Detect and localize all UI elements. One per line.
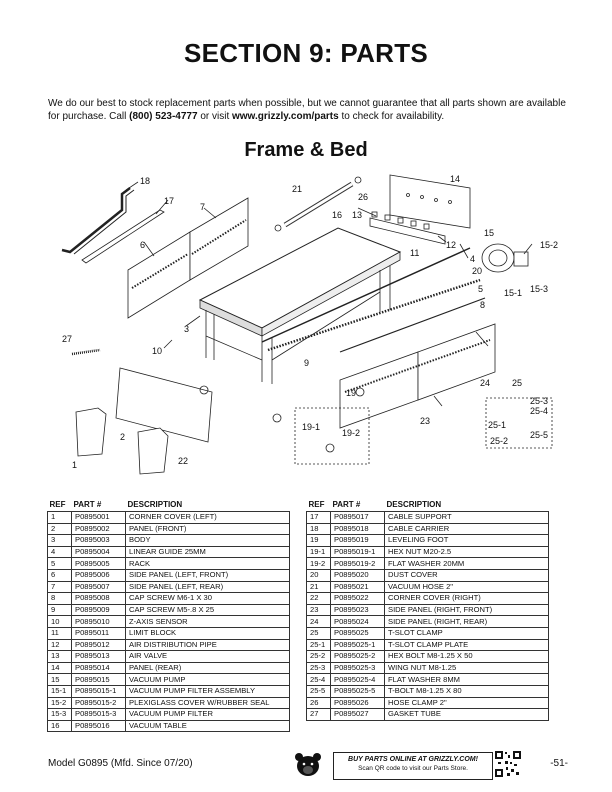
intro-text-1: We do our best to stock replacement parts when possible, but we cannot guarantee that all parts shown are available for purchase. Call [48, 98, 566, 122]
table-row [307, 558, 549, 570]
diagram-label: 7 [200, 202, 206, 212]
description-cell: VACUUM PUMP [126, 674, 290, 686]
description-cell: BODY [126, 535, 290, 547]
description-cell: HEX NUT M20-2.5 [385, 546, 549, 558]
table-row [48, 604, 290, 616]
ref-cell: 25-4 [307, 674, 331, 686]
part-number-cell: P0895011 [72, 627, 126, 639]
intro-paragraph [48, 97, 568, 123]
description-cell: PLEXIGLASS COVER W/RUBBER SEAL [126, 697, 290, 709]
description-cell: PANEL (REAR) [126, 662, 290, 674]
description-cell: CORNER COVER (LEFT) [126, 512, 290, 524]
parts-table-left [47, 500, 290, 732]
table-row [48, 558, 290, 570]
diagram-label: 27 [62, 334, 73, 344]
table-row [48, 535, 290, 547]
part-number-header: PART # [332, 500, 361, 509]
part-number-cell: P0895009 [72, 604, 126, 616]
description-cell: CAP SCREW M5-.8 X 25 [126, 604, 290, 616]
ref-cell: 22 [307, 593, 331, 605]
table-row [307, 674, 549, 686]
table-row [307, 627, 549, 639]
part-number-cell: P0895021 [331, 581, 385, 593]
ref-cell: 27 [307, 709, 331, 721]
table-row [307, 569, 549, 581]
table-row [307, 512, 549, 524]
description-cell: RACK [126, 558, 290, 570]
ref-cell: 21 [307, 581, 331, 593]
table-row [307, 581, 549, 593]
ref-cell: 13 [48, 651, 72, 663]
part-number-cell: P0895026 [331, 697, 385, 709]
diagram-label: 10 [152, 346, 163, 356]
description-cell: T-BOLT M8-1.25 X 80 [385, 685, 549, 697]
ref-cell: 25 [307, 627, 331, 639]
part-number-cell: P0895019-2 [331, 558, 385, 570]
diagram-label: 2 [120, 432, 126, 442]
description-cell: WING NUT M8-1.25 [385, 662, 549, 674]
description-cell: CORNER COVER (RIGHT) [385, 593, 549, 605]
part-number-cell: P0895015-1 [72, 685, 126, 697]
diagram-label: 19-1 [302, 422, 321, 432]
part-number-cell: P0895020 [331, 569, 385, 581]
store-banner-subtext: Scan QR code to visit our Parts Store. [358, 765, 468, 772]
table-row [48, 651, 290, 663]
diagram-label: 19-2 [342, 428, 361, 438]
ref-cell: 19-1 [307, 546, 331, 558]
table-row [307, 535, 549, 547]
ref-cell: 1 [48, 512, 72, 524]
diagram-label: 6 [140, 240, 146, 250]
ref-cell: 15-2 [48, 697, 72, 709]
part-number-cell: P0895023 [331, 604, 385, 616]
diagram-label: 25-2 [490, 436, 509, 446]
diagram-label: 11 [410, 248, 420, 258]
diagram-label: 20 [472, 266, 483, 276]
diagram-label: 26 [358, 192, 369, 202]
part-number-cell: P0895013 [72, 651, 126, 663]
ref-cell: 25-1 [307, 639, 331, 651]
ref-cell: 15 [48, 674, 72, 686]
ref-cell: 2 [48, 523, 72, 535]
grizzly-bear-logo-icon [294, 752, 322, 778]
table-row [307, 593, 549, 605]
ref-cell: 20 [307, 569, 331, 581]
part-number-cell: P0895014 [72, 662, 126, 674]
ref-cell: 26 [307, 697, 331, 709]
part-number-cell: P0895018 [331, 523, 385, 535]
ref-cell: 3 [48, 535, 72, 547]
diagram-label: 15-1 [504, 288, 523, 298]
ref-cell: 12 [48, 639, 72, 651]
description-cell: HEX BOLT M8-1.25 X 50 [385, 651, 549, 663]
part-number-cell: P0895025-5 [331, 685, 385, 697]
description-header: DESCRIPTION [127, 500, 183, 509]
description-cell: VACUUM PUMP FILTER ASSEMBLY [126, 685, 290, 697]
ref-header: REF [49, 500, 66, 509]
description-cell: SIDE PANEL (RIGHT, FRONT) [385, 604, 549, 616]
description-cell: SIDE PANEL (LEFT, FRONT) [126, 569, 290, 581]
part-number-cell: P0895005 [72, 558, 126, 570]
exploded-parts-diagram [40, 170, 580, 490]
diagram-title: Frame & Bed [244, 139, 368, 161]
description-cell: PANEL (FRONT) [126, 523, 290, 535]
diagram-label: 17 [164, 196, 175, 206]
parts-website-link[interactable]: www.grizzly.com/parts [232, 111, 339, 122]
diagram-label: 25-5 [530, 430, 549, 440]
store-banner-headline: BUY PARTS ONLINE AT GRIZZLY.COM! [348, 756, 478, 763]
table-row [307, 546, 549, 558]
table-row [48, 581, 290, 593]
part-number-cell: P0895002 [72, 523, 126, 535]
ref-cell: 11 [48, 627, 72, 639]
part-number-cell: P0895010 [72, 616, 126, 628]
part-number-cell: P0895022 [331, 593, 385, 605]
ref-cell: 7 [48, 581, 72, 593]
description-cell: LIMIT BLOCK [126, 627, 290, 639]
ref-cell: 6 [48, 569, 72, 581]
description-cell: AIR DISTRIBUTION PIPE [126, 639, 290, 651]
diagram-label: 25-4 [530, 406, 549, 416]
part-number-cell: P0895027 [331, 709, 385, 721]
part-number-cell: P0895017 [331, 512, 385, 524]
description-cell: FLAT WASHER 20MM [385, 558, 549, 570]
diagram-label: 18 [140, 176, 151, 186]
table-row [307, 685, 549, 697]
table-row [48, 639, 290, 651]
ref-cell: 25-2 [307, 651, 331, 663]
table-row [48, 709, 290, 721]
table-row [307, 709, 549, 721]
part-number-cell: P0895007 [72, 581, 126, 593]
ref-cell: 23 [307, 604, 331, 616]
table-row [48, 593, 290, 605]
phone-number: (800) 523-4777 [129, 111, 198, 122]
part-number-cell: P0895024 [331, 616, 385, 628]
page-title: SECTION 9: PARTS [183, 38, 429, 68]
part-number-cell: P0895001 [72, 512, 126, 524]
diagram-label: 8 [480, 300, 486, 310]
description-cell: HOSE CLAMP 2" [385, 697, 549, 709]
part-number-cell: P0895025-3 [331, 662, 385, 674]
ref-cell: 15-1 [48, 685, 72, 697]
table-header-row [307, 500, 549, 512]
diagram-label: 25-1 [488, 420, 507, 430]
description-cell: LEVELING FOOT [385, 535, 549, 547]
part-number-cell: P0895012 [72, 639, 126, 651]
part-number-header: PART # [73, 500, 102, 509]
part-number-cell: P0895006 [72, 569, 126, 581]
table-row [48, 720, 290, 732]
table-row [307, 523, 549, 535]
ref-cell: 19-2 [307, 558, 331, 570]
diagram-label: 4 [470, 254, 476, 264]
description-cell: VACUUM TABLE [126, 720, 290, 732]
table-row [48, 662, 290, 674]
ref-cell: 19 [307, 535, 331, 547]
diagram-label: 23 [420, 416, 431, 426]
description-cell: VACUUM HOSE 2" [385, 581, 549, 593]
part-number-cell: P0895003 [72, 535, 126, 547]
table-header-row [48, 500, 290, 512]
table-row [48, 569, 290, 581]
description-cell: CABLE SUPPORT [385, 512, 549, 524]
part-number-cell: P0895016 [72, 720, 126, 732]
table-row [307, 639, 549, 651]
diagram-label: 24 [480, 378, 491, 388]
description-cell: SIDE PANEL (LEFT, REAR) [126, 581, 290, 593]
diagram-label: 15 [484, 228, 495, 238]
ref-cell: 9 [48, 604, 72, 616]
table-row [48, 546, 290, 558]
ref-cell: 25-5 [307, 685, 331, 697]
diagram-label: 15-3 [530, 284, 549, 294]
table-row [48, 627, 290, 639]
ref-cell: 17 [307, 512, 331, 524]
part-number-cell: P0895025-2 [331, 651, 385, 663]
description-cell: LINEAR GUIDE 25MM [126, 546, 290, 558]
part-number-cell: P0895008 [72, 593, 126, 605]
ref-cell: 25-3 [307, 662, 331, 674]
part-number-cell: P0895025-4 [331, 674, 385, 686]
description-cell: CAP SCREW M6-1 X 30 [126, 593, 290, 605]
ref-cell: 15-3 [48, 709, 72, 721]
description-cell: Z-AXIS SENSOR [126, 616, 290, 628]
ref-cell: 24 [307, 616, 331, 628]
ref-cell: 4 [48, 546, 72, 558]
diagram-label: 14 [450, 174, 461, 184]
table-row [307, 651, 549, 663]
diagram-label: 15-2 [540, 240, 559, 250]
part-number-cell: P0895025-1 [331, 639, 385, 651]
part-number-cell: P0895015 [72, 674, 126, 686]
description-cell: GASKET TUBE [385, 709, 549, 721]
diagram-label: 3 [184, 324, 190, 334]
diagram-label: 22 [178, 456, 189, 466]
description-cell: VACUUM PUMP FILTER [126, 709, 290, 721]
intro-text-2: or visit [197, 111, 232, 122]
ref-cell: 16 [48, 720, 72, 732]
diagram-label: 13 [352, 210, 363, 220]
diagram-label: 12 [446, 240, 457, 250]
diagram-label: 5 [478, 284, 484, 294]
part-number-cell: P0895015-2 [72, 697, 126, 709]
ref-cell: 10 [48, 616, 72, 628]
description-cell: T-SLOT CLAMP PLATE [385, 639, 549, 651]
table-row [48, 616, 290, 628]
diagram-label: 19 [346, 388, 357, 398]
description-cell: DUST COVER [385, 569, 549, 581]
ref-cell: 14 [48, 662, 72, 674]
model-footer: Model G0895 (Mfd. Since 07/20) [48, 758, 193, 769]
table-row [48, 697, 290, 709]
description-cell: AIR VALVE [126, 651, 290, 663]
part-number-cell: P0895019-1 [331, 546, 385, 558]
diagram-label: 1 [72, 460, 78, 470]
parts-table-right [306, 500, 549, 721]
description-cell: T-SLOT CLAMP [385, 627, 549, 639]
ref-header: REF [308, 500, 325, 509]
diagram-label: 9 [304, 358, 310, 368]
parts-store-banner[interactable] [333, 752, 493, 780]
page-number: -51- [550, 758, 568, 769]
table-row [307, 697, 549, 709]
table-row [48, 674, 290, 686]
diagram-label: 25-3 [530, 396, 549, 406]
ref-cell: 18 [307, 523, 331, 535]
description-cell: CABLE CARRIER [385, 523, 549, 535]
diagram-label: 25 [512, 378, 523, 388]
table-row [48, 523, 290, 535]
diagram-label: 16 [332, 210, 343, 220]
table-row [307, 604, 549, 616]
description-cell: SIDE PANEL (RIGHT, REAR) [385, 616, 549, 628]
description-header: DESCRIPTION [386, 500, 442, 509]
ref-cell: 5 [48, 558, 72, 570]
part-number-cell: P0895019 [331, 535, 385, 547]
part-number-cell: P0895004 [72, 546, 126, 558]
table-row [48, 512, 290, 524]
table-row [48, 685, 290, 697]
part-number-cell: P0895025 [331, 627, 385, 639]
qr-code-icon[interactable] [494, 750, 522, 778]
part-number-cell: P0895015-3 [72, 709, 126, 721]
diagram-label: 21 [292, 184, 303, 194]
table-row [307, 616, 549, 628]
intro-text-3: to check for availability. [338, 111, 445, 122]
table-row [307, 662, 549, 674]
ref-cell: 8 [48, 593, 72, 605]
description-cell: FLAT WASHER 8MM [385, 674, 549, 686]
